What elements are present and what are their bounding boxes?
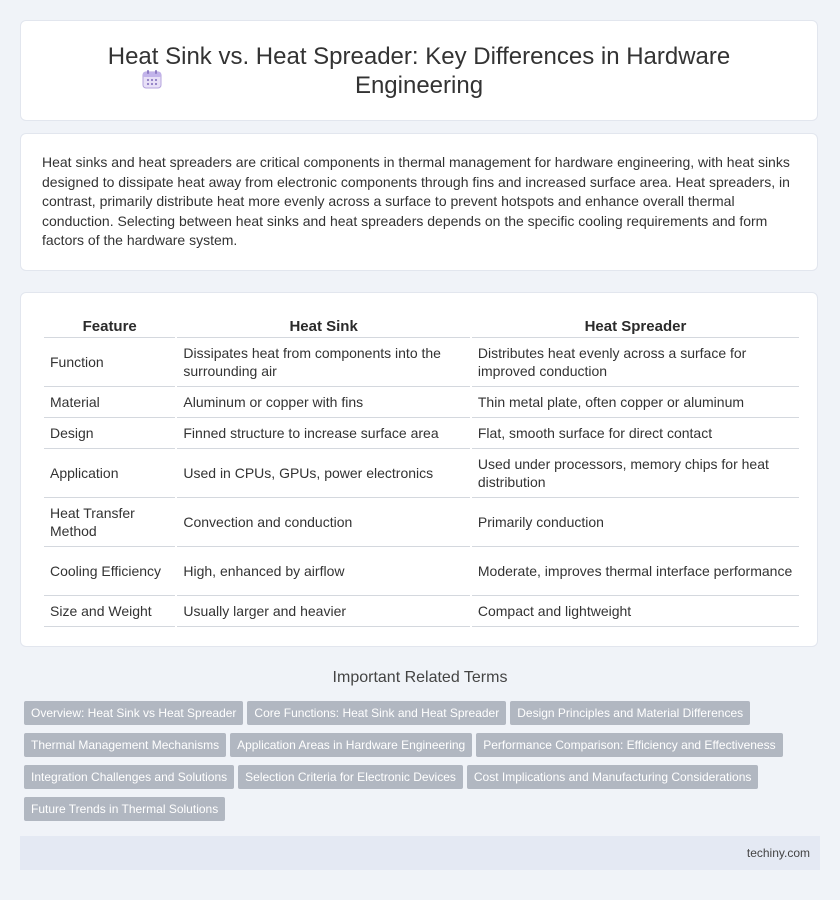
table-row (44, 547, 799, 596)
related-term-tag[interactable]: Thermal Management Mechanisms (24, 733, 226, 757)
table-row (44, 338, 799, 387)
row-heat-spreader-cell: Thin metal plate, often copper or aluminum (472, 387, 799, 418)
row-feature-cell: Material (44, 387, 175, 418)
table-row (44, 387, 799, 418)
row-heat-spreader-cell: Flat, smooth surface for direct contact (472, 418, 799, 449)
header-feature: Feature (44, 315, 175, 338)
table-row (44, 498, 799, 547)
related-term-tag[interactable]: Design Principles and Material Differences (510, 701, 750, 725)
row-feature-cell: Design (44, 418, 175, 449)
header-heat-sink: Heat Sink (177, 315, 470, 338)
row-feature-cell: Size and Weight (44, 596, 175, 627)
intro-card (20, 133, 818, 271)
title-card (20, 20, 818, 121)
comparison-table (42, 315, 801, 627)
footer-site-link[interactable]: techiny.com (746, 846, 810, 860)
comparison-table-card (20, 292, 818, 647)
page-title: Heat Sink vs. Heat Spreader: Key Differences in Hardware Engineering (107, 42, 731, 99)
row-heat-sink-cell: High, enhanced by airflow (177, 547, 470, 596)
table-row (44, 596, 799, 627)
related-term-tag[interactable]: Selection Criteria for Electronic Devices (238, 765, 463, 789)
row-heat-spreader-cell: Used under processors, memory chips for heat distribution (472, 449, 799, 498)
related-term-tag[interactable]: Future Trends in Thermal Solutions (24, 797, 225, 821)
row-feature-cell: Heat Transfer Method (44, 498, 175, 547)
related-terms-heading: Important Related Terms (332, 669, 508, 686)
row-feature-cell: Application (44, 449, 175, 498)
related-term-tag[interactable]: Core Functions: Heat Sink and Heat Spreader (247, 701, 506, 725)
row-feature-cell: Function (44, 338, 175, 387)
table-row (44, 449, 799, 498)
related-term-tag[interactable]: Cost Implications and Manufacturing Considerations (467, 765, 758, 789)
calendar-icon (141, 68, 163, 90)
related-terms-tags (24, 701, 824, 829)
row-heat-sink-cell: Dissipates heat from components into the surrounding air (177, 338, 470, 387)
header-heat-spreader: Heat Spreader (472, 315, 799, 338)
related-term-tag[interactable]: Overview: Heat Sink vs Heat Spreader (24, 701, 243, 725)
row-feature-cell: Cooling Efficiency (44, 547, 175, 596)
row-heat-sink-cell: Convection and conduction (177, 498, 470, 547)
footer (20, 836, 820, 870)
table-row (44, 418, 799, 449)
related-term-tag[interactable]: Integration Challenges and Solutions (24, 765, 234, 789)
row-heat-spreader-cell: Moderate, improves thermal interface performance (472, 547, 799, 596)
row-heat-sink-cell: Aluminum or copper with fins (177, 387, 470, 418)
row-heat-sink-cell: Finned structure to increase surface area (177, 418, 470, 449)
related-term-tag[interactable]: Application Areas in Hardware Engineering (230, 733, 472, 757)
row-heat-spreader-cell: Compact and lightweight (472, 596, 799, 627)
row-heat-sink-cell: Usually larger and heavier (177, 596, 470, 627)
related-term-tag[interactable]: Performance Comparison: Efficiency and Effectiveness (476, 733, 782, 757)
row-heat-spreader-cell: Primarily conduction (472, 498, 799, 547)
intro-paragraph: Heat sinks and heat spreaders are critical components in thermal management for hardware engineering, with heat sinks designed to dissipate heat away from electronic components through fins and increased surface area. Heat spreaders, in contrast, primarily distribute heat more evenly across a surface to prevent hotspots and enhance overall thermal conduction. Selecting between heat sinks and heat spreaders depends on the specific cooling requirements and form factors of the hardware system. (42, 154, 790, 249)
title-wrap (69, 42, 769, 100)
row-heat-sink-cell: Used in CPUs, GPUs, power electronics (177, 449, 470, 498)
table-header-row (44, 315, 799, 338)
row-heat-spreader-cell: Distributes heat evenly across a surface for improved conduction (472, 338, 799, 387)
